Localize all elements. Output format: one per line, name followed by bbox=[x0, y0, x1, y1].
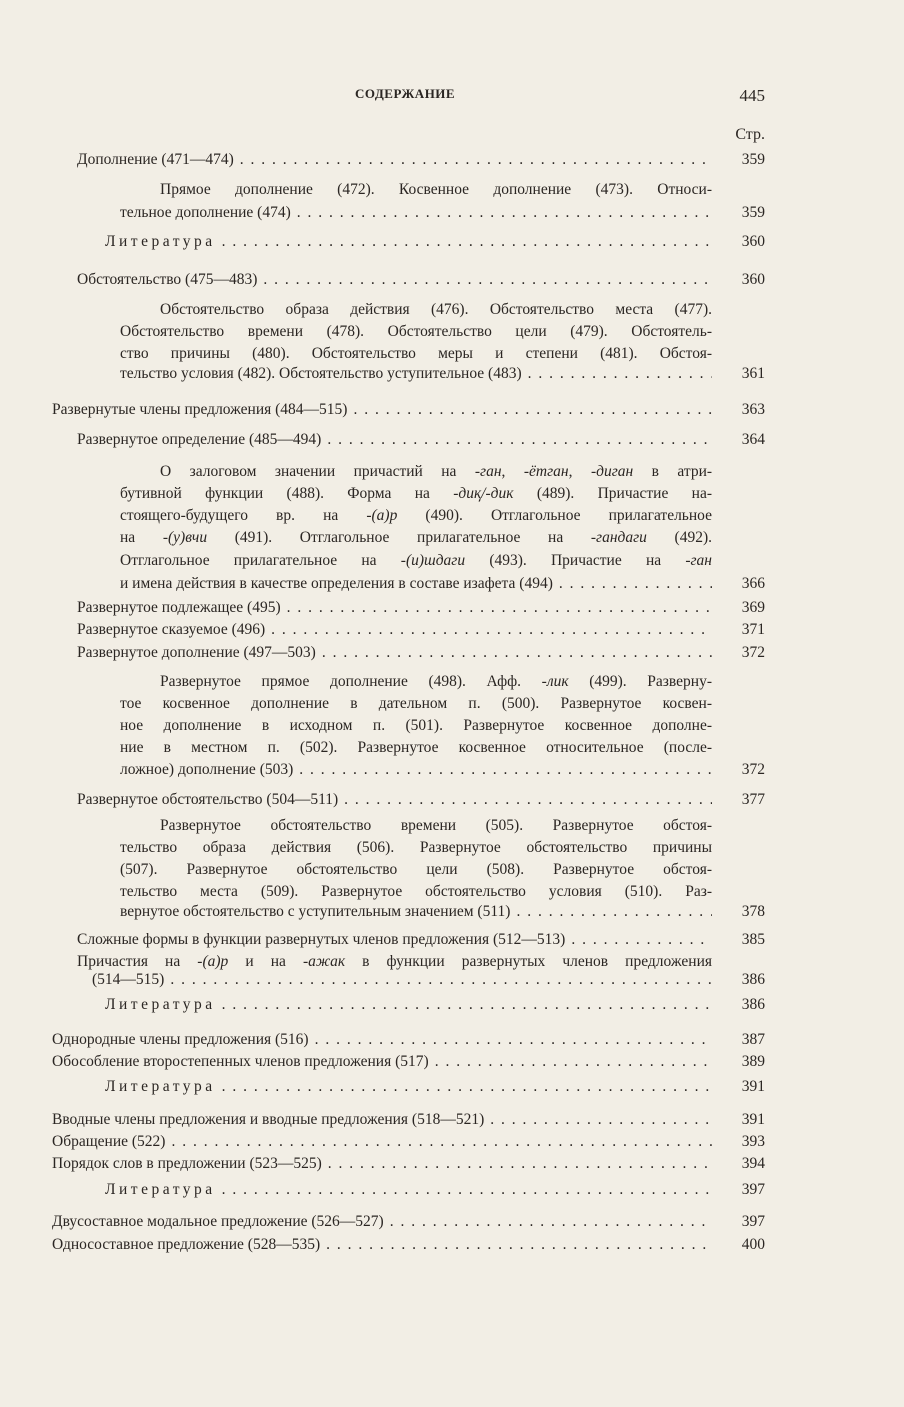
toc-page-number: 394 bbox=[741, 1155, 765, 1172]
toc-line bbox=[120, 760, 765, 780]
toc-entry-text bbox=[160, 817, 712, 834]
toc-line bbox=[120, 322, 712, 342]
toc-entry-text bbox=[77, 270, 257, 290]
toc-line bbox=[120, 574, 765, 594]
toc-line bbox=[120, 528, 712, 548]
toc-line bbox=[120, 364, 765, 384]
toc-entry-text bbox=[120, 507, 712, 524]
toc-entry-text bbox=[52, 1154, 322, 1174]
toc-page-number: 397 bbox=[741, 1213, 765, 1230]
dot-leader bbox=[322, 1154, 712, 1174]
text-segment: Литература bbox=[105, 996, 216, 1013]
dot-leader bbox=[429, 1052, 712, 1072]
toc-line bbox=[160, 300, 712, 320]
affix-italic: -гандаги bbox=[590, 529, 647, 546]
text-segment: Развернутое определение (485—494) bbox=[77, 431, 322, 448]
text-segment: Порядок слов в предложении (523—525) bbox=[52, 1155, 322, 1172]
affix-italic: -ган bbox=[685, 552, 712, 569]
text-segment: (489). Причастие на- bbox=[513, 485, 712, 502]
toc-page-number: 393 bbox=[741, 1133, 765, 1150]
affix-italic: -(а)р bbox=[197, 953, 229, 970]
toc-entry-text bbox=[105, 995, 216, 1015]
text-segment: ное дополнение в исходном п. (501). Развернутое косвенное дополне- bbox=[120, 717, 712, 734]
toc-entry-text bbox=[105, 232, 216, 252]
text-segment: Причастия на bbox=[77, 953, 198, 970]
toc-line bbox=[120, 344, 712, 364]
toc-entry-text bbox=[120, 717, 712, 734]
toc-entry-text bbox=[52, 1132, 165, 1152]
toc-entry-text bbox=[120, 902, 510, 922]
toc-line bbox=[160, 180, 712, 200]
toc-entry-text bbox=[160, 673, 712, 690]
text-segment: и имена действия в качестве определения в составе изафета (494) bbox=[120, 575, 553, 592]
text-segment: Развернутое дополнение (497—503) bbox=[77, 644, 316, 661]
dot-leader bbox=[320, 1235, 712, 1255]
toc-line bbox=[120, 902, 765, 922]
toc-page-number: 361 bbox=[741, 365, 765, 382]
dot-leader bbox=[281, 598, 712, 618]
affix-italic: -(у)вчи bbox=[162, 529, 208, 546]
toc-entry-text bbox=[52, 1030, 309, 1050]
toc-line bbox=[105, 1077, 765, 1097]
affix-italic: -(и)шдаги bbox=[400, 552, 466, 569]
text-segment: (499). Разверну- bbox=[568, 673, 712, 690]
page-column-label: Стр. bbox=[735, 126, 765, 143]
toc-entry-text bbox=[120, 345, 712, 362]
toc-line bbox=[120, 203, 765, 223]
dot-leader bbox=[216, 995, 712, 1015]
text-segment: Развернутое прямое дополнение (498). Афф. bbox=[160, 673, 542, 690]
toc-entry-text bbox=[120, 760, 293, 780]
text-segment: (514—515) bbox=[92, 971, 165, 988]
toc-line bbox=[120, 506, 712, 526]
toc-entry-text bbox=[160, 463, 712, 480]
text-segment: Обстоятельство (475—483) bbox=[77, 271, 258, 288]
dot-leader bbox=[309, 1030, 712, 1050]
dot-leader bbox=[234, 150, 712, 170]
dot-leader bbox=[347, 400, 712, 420]
text-segment: (490). Отглагольное прилагательное bbox=[397, 507, 712, 524]
dot-leader bbox=[216, 1180, 712, 1200]
text-segment: , bbox=[501, 463, 524, 480]
dot-leader bbox=[216, 232, 712, 252]
toc-page-number: 359 bbox=[741, 204, 765, 221]
text-segment: (507). Развернутое обстоятельство цели (508). Развернутое обстоя- bbox=[120, 861, 712, 878]
toc-entry-text bbox=[52, 1235, 320, 1255]
toc-page-number: 363 bbox=[741, 401, 765, 418]
text-segment: Развернутые члены предложения (484—515) bbox=[52, 401, 348, 418]
toc-entry-text bbox=[120, 695, 712, 712]
toc-page-number: 391 bbox=[741, 1078, 765, 1095]
toc-page-number: 369 bbox=[741, 599, 765, 616]
toc-entry-text bbox=[52, 1052, 429, 1072]
text-segment: ство причины (480). Обстоятельство меры и степени (481). Обстоя- bbox=[120, 345, 712, 362]
dot-leader bbox=[293, 760, 712, 780]
running-header: СОДЕРЖАНИЕ bbox=[355, 86, 456, 101]
text-segment: О залоговом значении причастий на bbox=[160, 463, 475, 480]
text-segment: на bbox=[120, 529, 163, 546]
dot-leader bbox=[565, 930, 712, 950]
toc-entry-text bbox=[105, 1077, 216, 1097]
text-segment: в атри- bbox=[633, 463, 712, 480]
affix-italic: -ган bbox=[474, 463, 502, 480]
toc-page-number: 360 bbox=[741, 233, 765, 250]
text-segment: Развернутое сказуемое (496) bbox=[77, 621, 266, 638]
toc-page-number: 386 bbox=[741, 996, 765, 1013]
toc-page-number: 364 bbox=[741, 431, 765, 448]
toc-page-number: 372 bbox=[741, 644, 765, 661]
toc-entry-text bbox=[120, 552, 712, 569]
toc-line bbox=[120, 694, 712, 714]
dot-leader bbox=[321, 430, 712, 450]
toc-page-number: 397 bbox=[741, 1181, 765, 1198]
toc-page-number: 377 bbox=[741, 791, 765, 808]
toc-line bbox=[160, 816, 712, 836]
toc-line bbox=[77, 952, 712, 972]
toc-line bbox=[105, 995, 765, 1015]
toc-line bbox=[120, 738, 712, 758]
toc-line bbox=[52, 1212, 765, 1232]
toc-entry-text bbox=[160, 301, 712, 318]
text-segment: Литература bbox=[105, 1078, 216, 1095]
text-segment: стоящего-будущего вр. на bbox=[120, 507, 367, 524]
text-segment: Развернутое обстоятельство времени (505). Развернутое обстоя- bbox=[160, 817, 712, 834]
text-segment: Вводные члены предложения и вводные предложения (518—521) bbox=[52, 1111, 485, 1128]
toc-line bbox=[52, 1132, 765, 1152]
toc-line bbox=[92, 970, 765, 990]
toc-entry-text bbox=[120, 323, 712, 340]
toc-line bbox=[52, 1030, 765, 1050]
toc-entry-text bbox=[77, 620, 265, 640]
text-segment: Однородные члены предложения (516) bbox=[52, 1031, 309, 1048]
toc-entry-text bbox=[77, 790, 338, 810]
toc-entry-text bbox=[52, 1212, 384, 1232]
text-segment: Прямое дополнение (472). Косвенное дополнение (473). Относи- bbox=[160, 181, 712, 198]
text-segment: Обращение (522) bbox=[52, 1133, 166, 1150]
toc-entry-text bbox=[77, 643, 316, 663]
toc-line bbox=[52, 1052, 765, 1072]
toc-line bbox=[77, 270, 765, 290]
text-segment: Обособление второстепенных членов предложения (517) bbox=[52, 1053, 429, 1070]
dot-leader bbox=[164, 970, 712, 990]
text-segment: тельное дополнение (474) bbox=[120, 204, 291, 221]
toc-page-number: 378 bbox=[741, 903, 765, 920]
toc-entry-text bbox=[77, 930, 565, 950]
text-segment: Развернутое подлежащее (495) bbox=[77, 599, 281, 616]
toc-entry-text bbox=[77, 150, 234, 170]
dot-leader bbox=[553, 574, 712, 594]
text-segment: и на bbox=[228, 953, 303, 970]
toc-line bbox=[105, 1180, 765, 1200]
toc-entry-text bbox=[120, 529, 712, 546]
dot-leader bbox=[338, 790, 712, 810]
text-segment: Сложные формы в функции развернутых членов предложения (512—513) bbox=[77, 931, 566, 948]
text-segment: тое косвенное дополнение в дательном п. (500). Развернутое косвен- bbox=[120, 695, 712, 712]
text-segment: (493). Причастие на bbox=[465, 552, 686, 569]
toc-page-number: 386 bbox=[741, 971, 765, 988]
toc-line bbox=[120, 882, 712, 902]
toc-line bbox=[52, 1235, 765, 1255]
toc-entry-text bbox=[120, 203, 291, 223]
toc-page-number: 371 bbox=[741, 621, 765, 638]
toc-line bbox=[120, 484, 712, 504]
text-segment: в функции развернутых членов предложения bbox=[345, 953, 712, 970]
text-segment: ние в местном п. (502). Развернутое косвенное относительное (после- bbox=[120, 739, 712, 756]
toc-page-number: 391 bbox=[741, 1111, 765, 1128]
toc-entry-text bbox=[52, 1110, 484, 1130]
dot-leader bbox=[510, 902, 712, 922]
dot-leader bbox=[291, 203, 712, 223]
dot-leader bbox=[316, 643, 712, 663]
toc-line bbox=[77, 430, 765, 450]
toc-line bbox=[52, 400, 765, 420]
affix-italic: -(а)р bbox=[366, 507, 398, 524]
text-segment: вернутое обстоятельство с уступительным значением (511) bbox=[120, 903, 511, 920]
dot-leader bbox=[216, 1077, 712, 1097]
toc-page-number: 400 bbox=[741, 1236, 765, 1253]
toc-entry-text bbox=[105, 1180, 216, 1200]
affix-italic: -ажак bbox=[302, 953, 346, 970]
text-segment: Односоставное предложение (528—535) bbox=[52, 1236, 321, 1253]
text-segment: (492). bbox=[646, 529, 712, 546]
text-segment: Отглагольное прилагательное на bbox=[120, 552, 401, 569]
toc-line bbox=[77, 598, 765, 618]
affix-italic: -диган bbox=[590, 463, 634, 480]
text-segment: бутивной функции (488). Форма на bbox=[120, 485, 454, 502]
toc-entry-text bbox=[120, 485, 712, 502]
page-number: 445 bbox=[739, 86, 765, 105]
toc-entry-text bbox=[120, 574, 553, 594]
text-segment: тельство образа действия (506). Развернутое обстоятельство причины bbox=[120, 839, 712, 856]
toc-line bbox=[120, 860, 712, 880]
text-segment: тельство условия (482). Обстоятельство уступительное (483) bbox=[120, 365, 522, 382]
toc-entry-text bbox=[120, 739, 712, 756]
toc-entry-text bbox=[77, 598, 281, 618]
text-segment: (491). Отглагольное прилагательное на bbox=[207, 529, 591, 546]
toc-entry-text bbox=[77, 430, 321, 450]
toc-line bbox=[160, 672, 712, 692]
toc-entry-text bbox=[120, 839, 712, 856]
text-segment: Дополнение (471—474) bbox=[77, 151, 234, 168]
text-segment: Развернутое обстоятельство (504—511) bbox=[77, 791, 339, 808]
text-segment: , bbox=[568, 463, 591, 480]
toc-line bbox=[160, 462, 712, 482]
toc-line bbox=[105, 232, 765, 252]
text-segment: Обстоятельство времени (478). Обстоятельство цели (479). Обстоятель- bbox=[120, 323, 712, 340]
toc-page-number: 359 bbox=[741, 151, 765, 168]
toc-entry-text bbox=[120, 883, 712, 900]
dot-leader bbox=[257, 270, 712, 290]
text-segment: Литература bbox=[105, 1181, 216, 1198]
text-segment: тельство места (509). Развернутое обстоятельство условия (510). Раз- bbox=[120, 883, 712, 900]
affix-italic: -лик bbox=[541, 673, 569, 690]
toc-entry-text bbox=[52, 400, 347, 420]
toc-line bbox=[52, 1154, 765, 1174]
toc-entry-text bbox=[120, 364, 522, 384]
affix-italic: -ётган bbox=[523, 463, 569, 480]
toc-line bbox=[77, 620, 765, 640]
text-segment: Двусоставное модальное предложение (526—527) bbox=[52, 1213, 384, 1230]
dot-leader bbox=[384, 1212, 712, 1232]
toc-line bbox=[77, 930, 765, 950]
toc-entry-text bbox=[77, 953, 712, 970]
text-segment: ложное) дополнение (503) bbox=[120, 761, 294, 778]
text-segment: Обстоятельство образа действия (476). Обстоятельство места (477). bbox=[160, 301, 712, 318]
toc-page-number: 360 bbox=[741, 271, 765, 288]
toc-page-number: 366 bbox=[741, 575, 765, 592]
toc-line bbox=[52, 1110, 765, 1130]
toc-line bbox=[77, 150, 765, 170]
dot-leader bbox=[265, 620, 712, 640]
toc-page-number: 387 bbox=[741, 1031, 765, 1048]
affix-italic: -диқ/-дик bbox=[453, 485, 514, 502]
toc-line bbox=[120, 716, 712, 736]
dot-leader bbox=[484, 1110, 712, 1130]
toc-line bbox=[120, 551, 712, 571]
dot-leader bbox=[522, 364, 712, 384]
toc-page-number: 372 bbox=[741, 761, 765, 778]
toc-entry-text bbox=[120, 861, 712, 878]
toc-page-number: 389 bbox=[741, 1053, 765, 1070]
dot-leader bbox=[165, 1132, 712, 1152]
toc-page-number: 385 bbox=[741, 931, 765, 948]
toc-line bbox=[77, 790, 765, 810]
toc-entry-text bbox=[92, 970, 164, 990]
toc-line bbox=[77, 643, 765, 663]
toc-line bbox=[120, 838, 712, 858]
text-segment: Литература bbox=[105, 233, 216, 250]
toc-entry-text bbox=[160, 181, 712, 198]
